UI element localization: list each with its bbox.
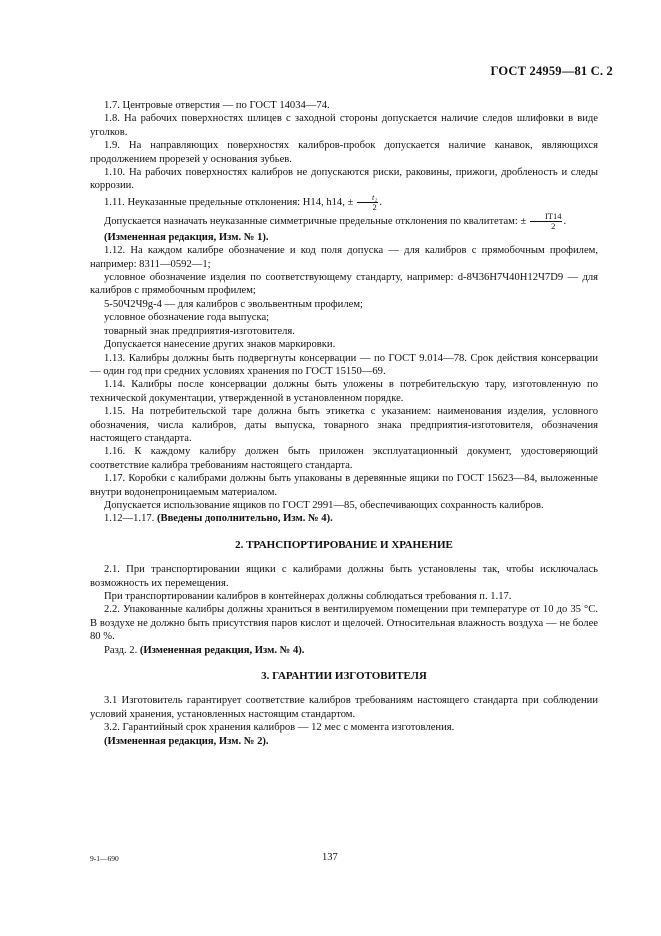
para-1-7: 1.7. Центровые отверстия — по ГОСТ 14034—74. [104,100,330,111]
fraction-denominator: 2 [372,201,377,212]
amendment-4a [90,512,598,525]
page-header: ГОСТ 24959—81 С. 2 [490,64,613,78]
para-2-1: 2.1. При транспортировании ящики с калибрами должны быть установлены так, чтобы исключалась возможность их перемещения. [90,564,598,589]
para-1-12f: Допускается нанесение других знаков маркировки. [104,339,336,351]
para-1-11 [90,193,598,212]
section-3-heading: 3. ГАРАНТИИ ИЗГОТОВИТЕЛЯ [261,670,427,683]
document-body [90,99,598,748]
amendment-4a-prefix: 1.12—1.17. [104,513,157,525]
amendment-4b-prefix: Разд. 2. [104,644,140,656]
para-1-12c: 5-50Ч2Ч9g-4 — для калибров с эвольвентным профилем; [104,298,363,310]
para-1-12b: условное обозначение изделия по соответствующему стандарту, например: d-8Ч36Н7Ч40Н12Ч7D9 — для калибров с прямобочным профилем; [90,272,598,297]
para-1-15: 1.15. На потребительской таре должна быть этикетка с указанием: наименования изделия, условного обозначения, числа калибров, даты выпуска, товарного знака предприятия-изготовителя, обозначения настоящего стандарта. [90,406,598,444]
fraction-denominator: 2 [551,220,556,231]
para-1-12e: товарный знак предприятия-изготовителя. [104,325,295,337]
amendment-2: (Измененная редакция, Изм. № 2). [104,735,269,747]
fraction-numerator: IT14 [530,212,563,222]
print-code: 9-1—690 [90,854,119,863]
page-number: 137 [322,852,338,863]
amendment-4a-text: (Введены дополнительно, Изм. № 4). [156,513,333,525]
para-symmetric [90,212,598,231]
section-2-heading: 2. ТРАНСПОРТИРОВАНИЕ И ХРАНЕНИЕ [235,538,453,551]
amendment-1: (Измененная редакция, Изм. № 1). [104,231,269,243]
fraction-numerator: t₂ [357,193,378,203]
para-symmetric-end: . [563,215,567,227]
fraction-it14-2 [530,212,563,231]
para-1-14: 1.14. Калибры после консервации должны быть уложены в потребительскую тару, изготовленную по технической документации, утвержденной в установленном порядке. [90,379,598,404]
para-2-1b: При транспортировании калибров в контейнерах должны соблюдаться требования п. 1.17. [104,591,512,602]
para-1-12: 1.12. На каждом калибре обозначение и код поля допуска — для калибров с прямобочным профилем, например: 8311—0592—1; [90,245,598,270]
para-1-13: 1.13. Калибры должны быть подвергнуты консервации — по ГОСТ 9.014—78. Срок действия консервации — один год при средних условиях хранения по ГОСТ 15150—69. [90,352,598,377]
amendment-4b [90,644,598,657]
para-1-9: 1.9. На направляющих поверхностях калибров-пробок допускается наличие канавок, являющихся продолжением прорезей у основания зубьев. [90,140,598,165]
para-1-16: 1.16. К каждому калибру должен быть приложен эксплуатационный документ, удостоверяющий соответствие калибра требованиям настоящего стандарта. [90,446,598,471]
para-1-10: 1.10. На рабочих поверхностях калибров не допускаются риски, раковины, прижоги, дробленость и следы коррозии. [90,167,598,192]
para-1-17: 1.17. Коробки с калибрами должны быть упакованы в деревянные ящики по ГОСТ 15623—84, выложенные внутри водонепроницаемым материалом. [90,473,598,498]
para-1-8: 1.8. На рабочих поверхностях шлицев с заходной стороны допускается наличие следов шлифовки в виде уголков. [90,113,598,138]
amendment-4b-text: (Измененная редакция, Изм. № 4). [139,644,305,656]
para-3-2: 3.2. Гарантийный срок хранения калибров — 12 мес с момента изготовления. [104,722,455,734]
fraction-t2-2 [357,193,378,212]
para-2-2: 2.2. Упакованные калибры должны храниться в вентилируемом помещении при температуре от 10 до 35 °С. В воздухе не должно быть присутствия паров кислот и щелочей. Относительная влажность воздуха — не более 80 %. [90,604,598,643]
para-1-11-end: . [379,196,382,208]
para-1-12d: условное обозначение года выпуска; [104,312,270,324]
para-1-17b: Допускается использование ящиков по ГОСТ 2991—85, обеспечивающих сохранность калибров. [104,499,544,511]
para-3-1: 3.1 Изготовитель гарантирует соответствие калибров требованиям настоящего стандарта при соблюдении условий хранения, установленных настоящим стандартом. [90,695,598,720]
para-1-11-text: 1.11. Неуказанные предельные отклонения: H14, h14, ± [104,196,354,208]
para-symmetric-text: Допускается назначать неуказанные симметричные предельные отклонения по квалитетам: ± [104,215,527,227]
